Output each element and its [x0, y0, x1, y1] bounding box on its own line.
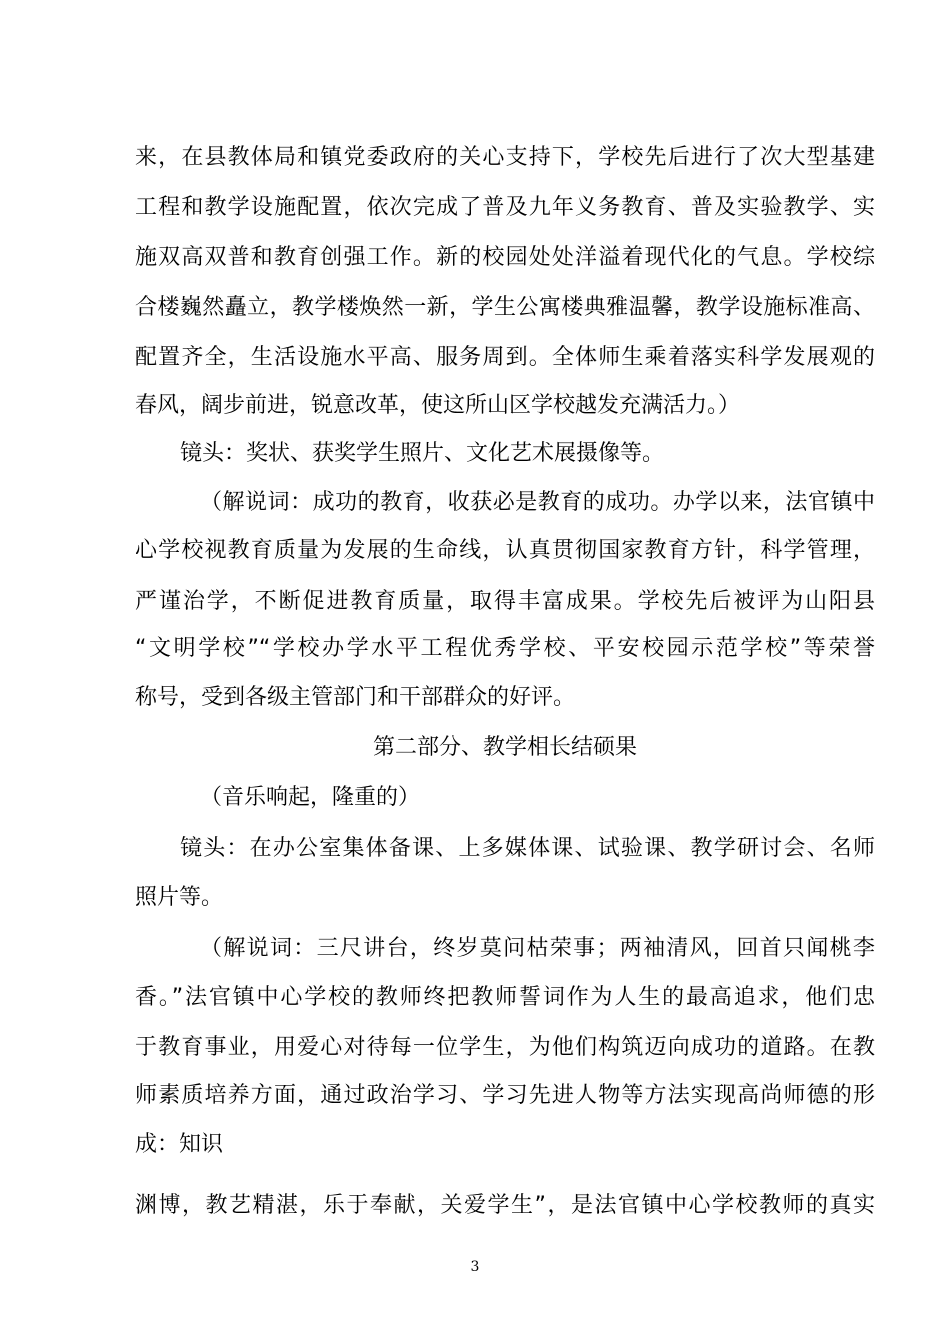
text-line-10: 严谨治学，不断促进教育质量，取得丰富成果。学校先后被评为山阳县 [135, 589, 875, 614]
text-line-21: 成：知识 [135, 1132, 224, 1157]
text-line-12: 称号，受到各级主管部门和干部群众的好评。 [135, 685, 576, 710]
text-line-18: 香。”法官镇中心学校的教师终把教师誓词作为人生的最高追求，他们忠 [135, 985, 875, 1010]
text-line-15: 镜头：在办公室集体备课、上多媒体课、试验课、教学研讨会、名师 [180, 836, 875, 861]
text-line-8: （解说词：成功的教育，收获必是教育的成功。办学以来，法官镇中 [200, 490, 875, 515]
text-line-16: 照片等。 [135, 885, 224, 910]
page-number: 3 [470, 1259, 480, 1275]
text-line-22: 渊博，教艺精湛，乐于奉献，关爱学生”，是法官镇中心学校教师的真实 [135, 1193, 875, 1218]
text-line-5: 配置齐全，生活设施水平高、服务周到。全体师生乘着落实科学发展观的 [135, 345, 875, 370]
text-line-1: 来，在县教体局和镇党委政府的关心支持下，学校先后进行了次大型基建 [135, 145, 875, 170]
text-line-14: （音乐响起，隆重的） [200, 785, 421, 810]
text-line-9: 心学校视教育质量为发展的生命线，认真贯彻国家教育方针，科学管理， [135, 538, 875, 563]
text-line-2: 工程和教学设施配置，依次完成了普及九年义务教育、普及实验教学、实 [135, 195, 875, 220]
text-line-20: 师素质培养方面，通过政治学习、学习先进人物等方法实现高尚师德的形 [135, 1083, 875, 1108]
text-line-3: 施双高双普和教育创强工作。新的校园处处洋溢着现代化的气息。学校综 [135, 245, 875, 270]
text-line-7: 镜头：奖状、获奖学生照片、文化艺术展摄像等。 [180, 441, 665, 466]
text-line-4: 合楼巍然矗立，教学楼焕然一新，学生公寓楼典雅温馨，教学设施标准高、 [135, 295, 875, 320]
section-heading: 第二部分、教学相长结硕果 [372, 735, 637, 760]
text-line-19: 于教育事业，用爱心对待每一位学生，为他们构筑迈向成功的道路。在教 [135, 1035, 875, 1060]
text-line-11: “文明学校”“学校办学水平工程优秀学校、平安校园示范学校”等荣誉 [135, 636, 875, 661]
text-line-17: （解说词：三尺讲台，终岁莫问枯荣事；两袖清风，回首只闻桃李 [200, 936, 875, 961]
text-line-6: 春风，阔步前进，锐意改革，使这所山区学校越发充满活力。） [135, 393, 741, 418]
